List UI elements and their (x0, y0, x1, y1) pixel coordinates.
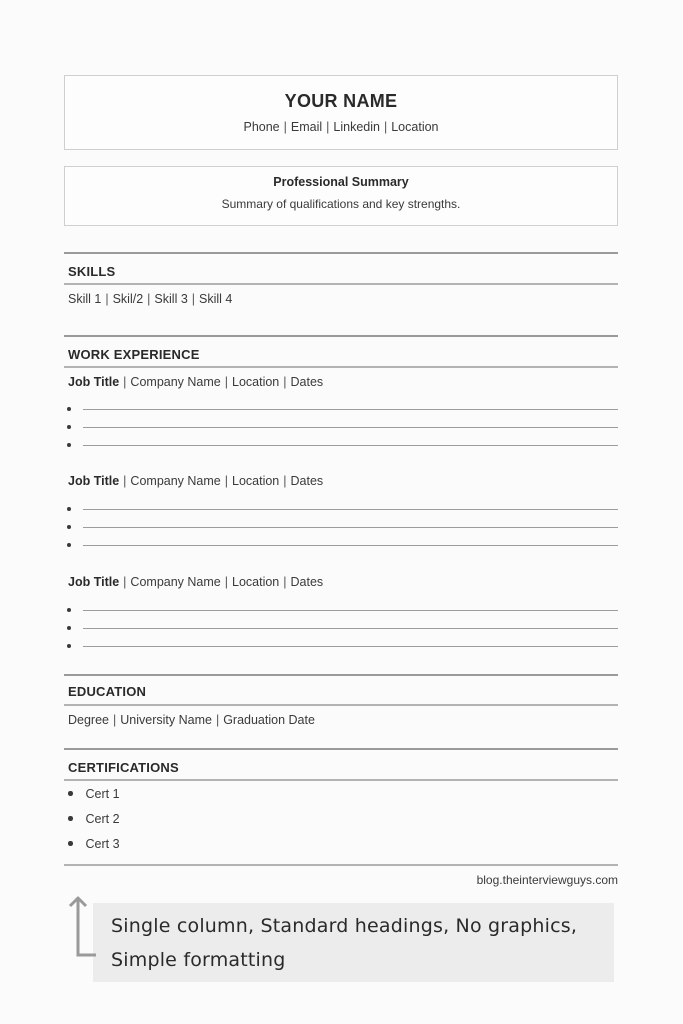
annotation-line-1: Single column, Standard headings, No graphics, (111, 915, 578, 937)
bullet-placeholder-line (67, 505, 618, 515)
heading-underline (64, 366, 618, 368)
bullet-icon (68, 791, 73, 796)
blank-line (83, 628, 618, 629)
bullet-icon (67, 543, 71, 547)
heading-underline (64, 283, 618, 285)
bullet-placeholder-line (67, 405, 618, 415)
cert-label: Cert 2 (85, 812, 120, 826)
summary-title: Professional Summary (273, 175, 409, 189)
blank-line (83, 610, 618, 611)
bullet-placeholder-line (67, 423, 618, 433)
job-dates: Dates (290, 375, 324, 389)
summary-text: Summary of qualifications and key strengths. (221, 197, 461, 211)
annotation-callout (93, 903, 614, 982)
bullet-icon (67, 644, 71, 648)
cert-label: Cert 1 (85, 787, 120, 801)
arrow-up-icon (66, 894, 96, 958)
separator: | (123, 575, 127, 589)
skill-item: Skill 1 (68, 292, 102, 306)
separator: | (283, 474, 287, 488)
separator: | (283, 575, 287, 589)
blank-line (83, 509, 618, 510)
blank-line (83, 545, 618, 546)
job-title: Job Title (68, 474, 120, 488)
bullet-icon (68, 816, 73, 821)
annotation-text (111, 909, 577, 977)
separator: | (224, 575, 228, 589)
heading-underline (64, 779, 618, 781)
blank-line (83, 527, 618, 528)
cert-item (68, 787, 120, 801)
separator: | (215, 713, 220, 727)
job-location: Location (232, 375, 280, 389)
bullet-placeholder-line (67, 642, 618, 652)
blank-line (83, 427, 618, 428)
company-name: Company Name (130, 375, 221, 389)
job-dates: Dates (290, 575, 324, 589)
company-name: Company Name (130, 575, 221, 589)
education-entry (68, 713, 315, 727)
skill-item: Skill 3 (154, 292, 188, 306)
footer-url: blog.theinterviewguys.com (476, 873, 618, 887)
bullet-icon (67, 407, 71, 411)
contact-email: Email (290, 120, 323, 134)
contact-line (65, 120, 617, 134)
separator: | (224, 474, 228, 488)
separator: | (113, 713, 117, 727)
separator: | (123, 474, 127, 488)
bullet-icon (68, 841, 73, 846)
section-divider (64, 748, 618, 750)
separator: | (383, 120, 388, 134)
blank-line (83, 409, 618, 410)
education-heading: EDUCATION (68, 684, 147, 699)
university-name: University Name (120, 713, 212, 727)
contact-phone: Phone (243, 120, 280, 134)
company-name: Company Name (130, 474, 221, 488)
section-divider (64, 335, 618, 337)
job-title: Job Title (68, 575, 120, 589)
job-dates: Dates (290, 474, 324, 488)
bullet-icon (67, 507, 71, 511)
name-header-box (64, 75, 618, 150)
annotation-line-2: Simple formatting (111, 949, 286, 971)
bullet-icon (67, 525, 71, 529)
resume-page (64, 75, 618, 887)
bullet-placeholder-line (67, 606, 618, 616)
bullet-icon (67, 425, 71, 429)
bullet-placeholder-line (67, 624, 618, 634)
job-location: Location (232, 575, 280, 589)
separator: | (191, 292, 196, 306)
bullet-placeholder-line (67, 523, 618, 533)
job-location: Location (232, 474, 280, 488)
footer-divider (64, 864, 618, 866)
job-entry-header (68, 474, 323, 488)
separator: | (283, 375, 287, 389)
job-entry-header (68, 575, 323, 589)
cert-item (68, 812, 120, 826)
certifications-heading: CERTIFICATIONS (68, 760, 179, 775)
job-title: Job Title (68, 375, 120, 389)
separator: | (123, 375, 127, 389)
cert-label: Cert 3 (85, 837, 120, 851)
resume-name: YOUR NAME (284, 91, 398, 111)
graduation-date: Graduation Date (223, 713, 315, 727)
blank-line (83, 646, 618, 647)
contact-location: Location (391, 120, 439, 134)
blank-line (83, 445, 618, 446)
separator: | (283, 120, 287, 134)
bullet-placeholder-line (67, 541, 618, 551)
work-experience-heading: WORK EXPERIENCE (68, 347, 200, 362)
section-divider (64, 674, 618, 676)
bullet-placeholder-line (67, 441, 618, 451)
job-entry-header (68, 375, 323, 389)
bullet-icon (67, 626, 71, 630)
separator: | (105, 292, 109, 306)
section-divider (64, 252, 618, 254)
separator: | (147, 292, 151, 306)
cert-item (68, 837, 120, 851)
skills-heading: SKILLS (68, 264, 116, 279)
skills-list (68, 292, 232, 306)
professional-summary-box (64, 166, 618, 226)
bullet-icon (67, 443, 71, 447)
skill-item: Skil/2 (112, 292, 144, 306)
separator: | (326, 120, 330, 134)
contact-linkedin: Linkedin (333, 120, 380, 134)
skill-item: Skill 4 (199, 292, 233, 306)
bullet-icon (67, 608, 71, 612)
heading-underline (64, 704, 618, 706)
degree: Degree (68, 713, 109, 727)
separator: | (224, 375, 228, 389)
